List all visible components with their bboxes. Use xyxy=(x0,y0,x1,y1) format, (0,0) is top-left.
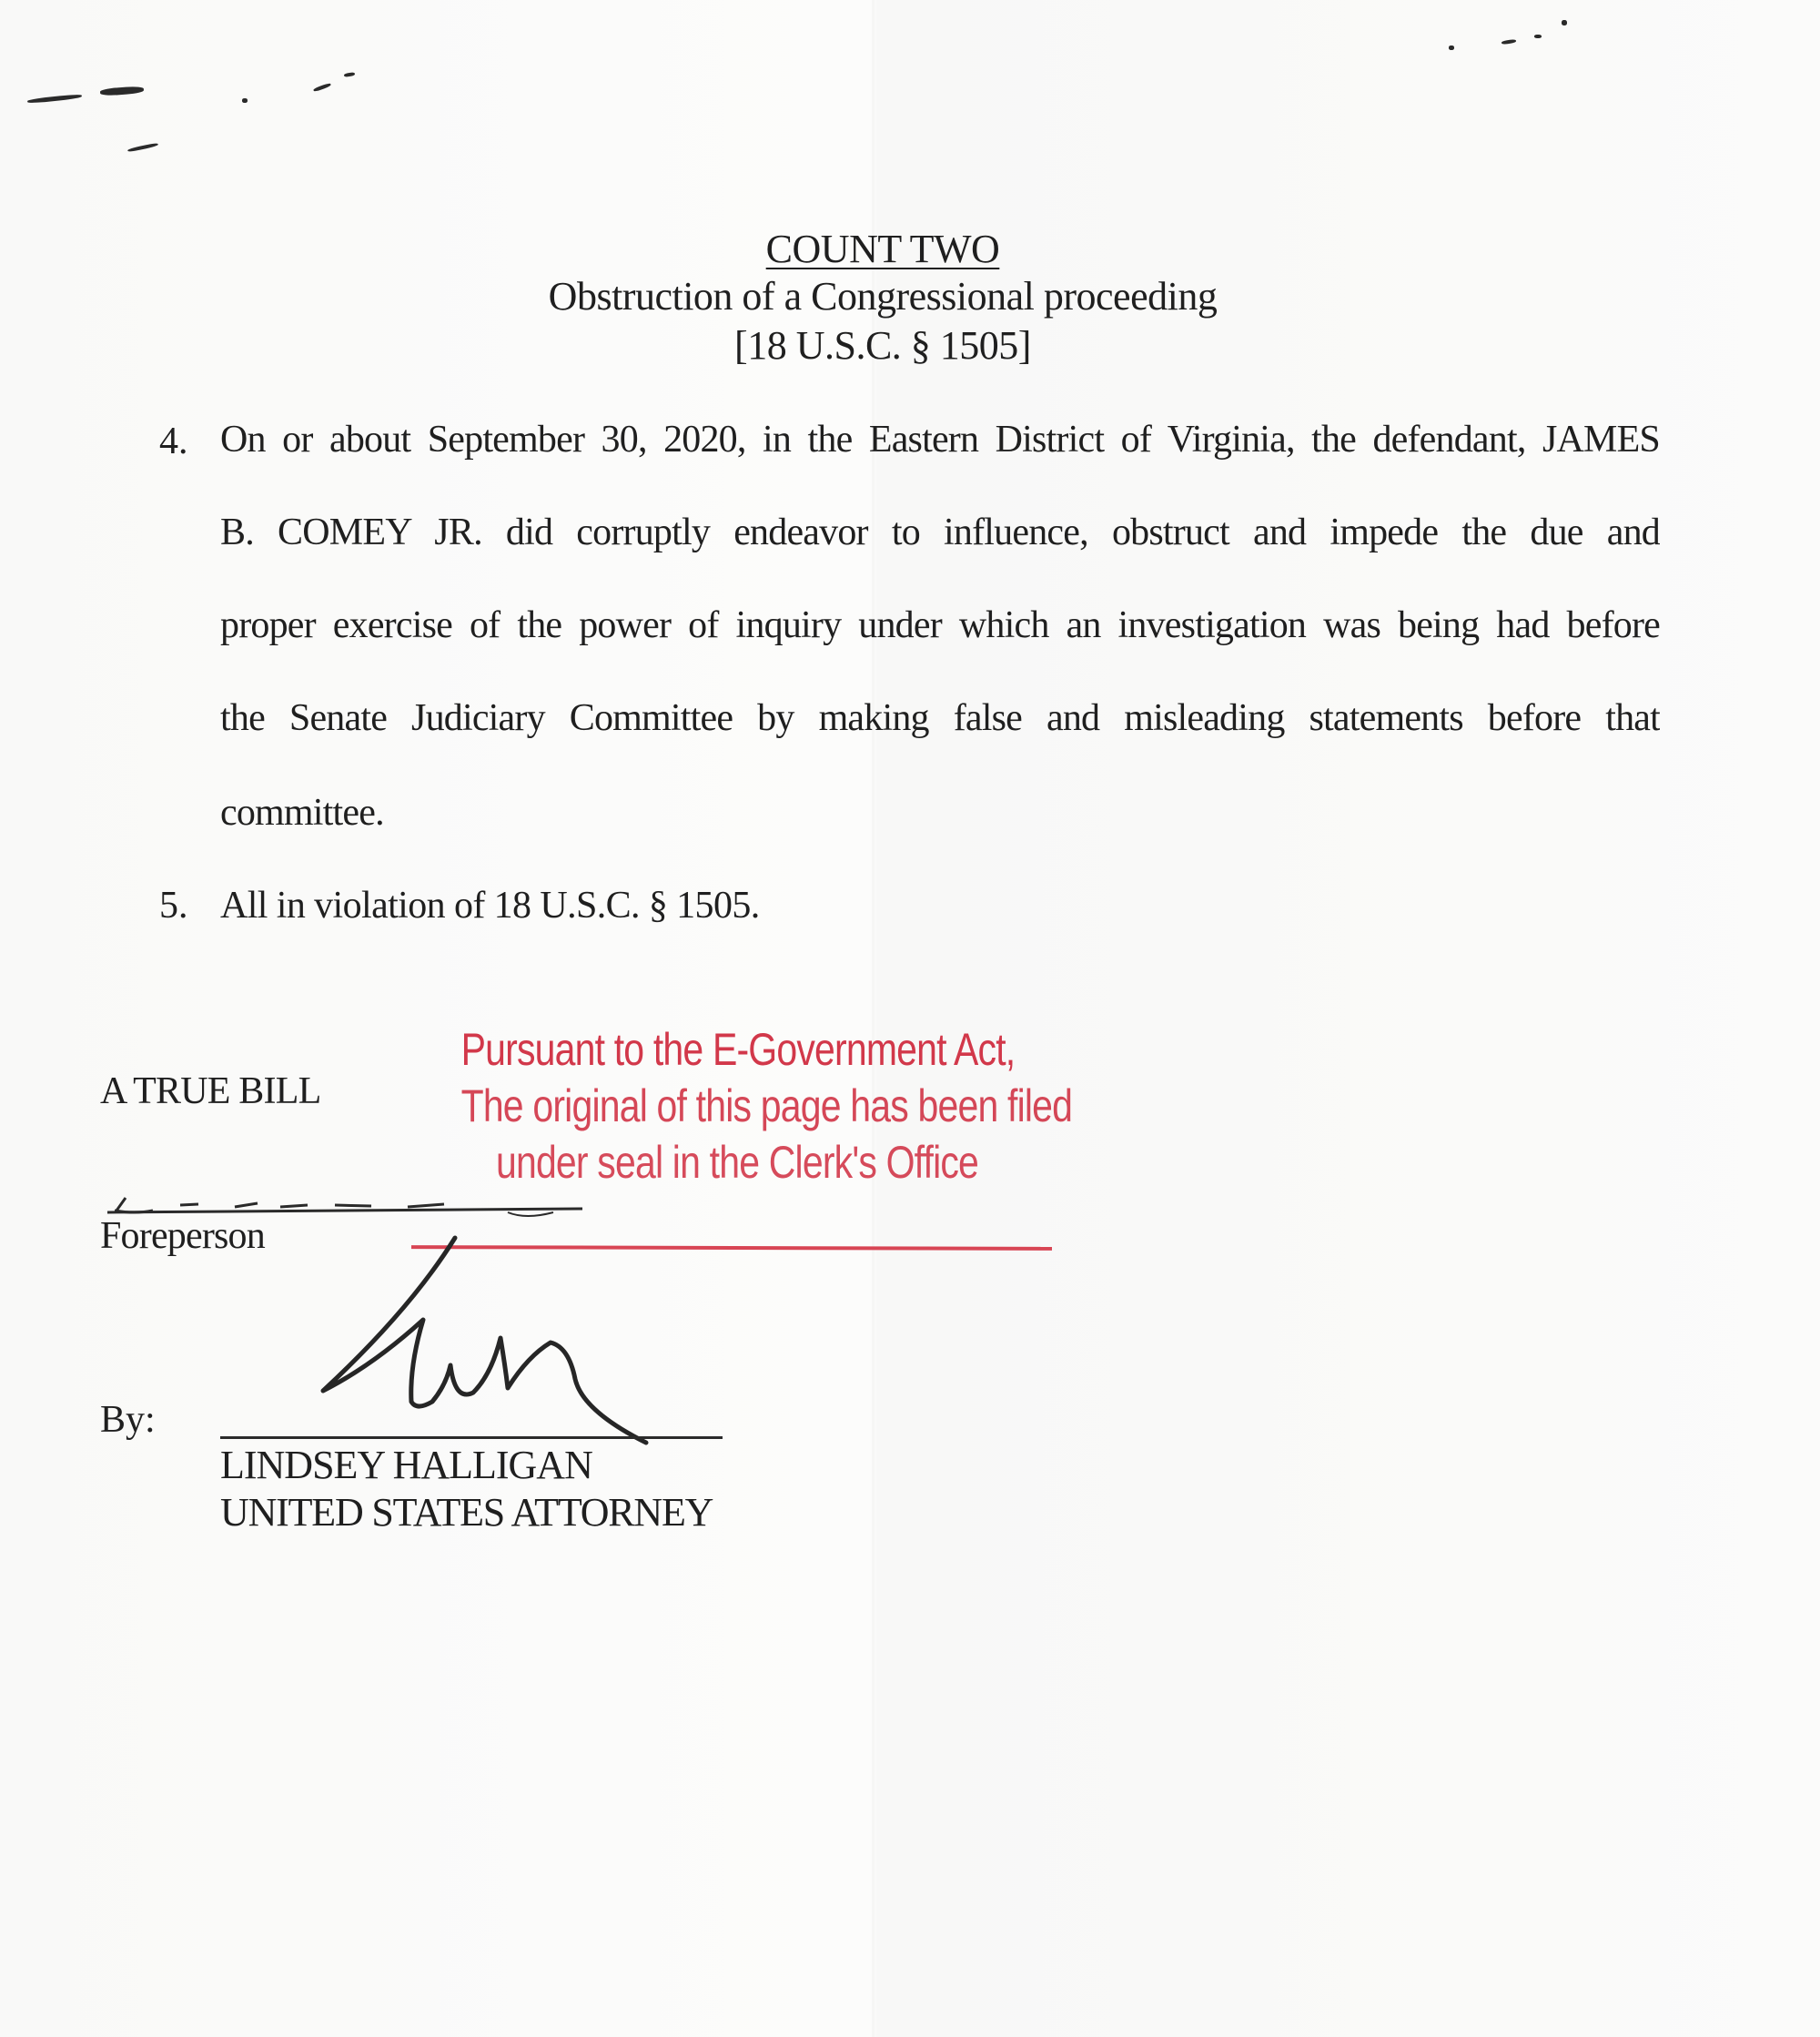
attorney-signature xyxy=(309,1229,673,1456)
attorney-title: UNITED STATES ATTORNEY xyxy=(220,1490,713,1535)
scan-speck xyxy=(313,83,331,93)
paragraph-text: All in violation of 18 U.S.C. § 1505. xyxy=(220,885,760,927)
paragraph-line: proper exercise of the power of inquiry under which an investigation was being had before xyxy=(220,604,1660,646)
sealed-stamp xyxy=(400,1021,1074,1191)
attorney-name: LINDSEY HALLIGAN xyxy=(220,1443,592,1487)
paragraph-number: 5. xyxy=(159,885,188,927)
signature-line xyxy=(220,1436,723,1439)
scan-speck xyxy=(127,143,158,153)
scan-speck xyxy=(1562,20,1567,25)
scan-speck xyxy=(1449,46,1454,50)
scan-speck xyxy=(100,86,144,96)
count-title: COUNT TWO xyxy=(765,227,1000,271)
scan-speck xyxy=(27,94,82,104)
by-label: By: xyxy=(100,1399,156,1441)
scan-speck xyxy=(242,98,248,103)
stamp-line: Pursuant to the E-Government Act, xyxy=(460,1024,1016,1075)
paragraph-number: 4. xyxy=(159,421,188,462)
paragraph-line: the Senate Judiciary Committee by making false and misleading statements before that xyxy=(220,697,1660,739)
scan-speck xyxy=(344,72,356,77)
count-subtitle: Obstruction of a Congressional proceeding xyxy=(548,274,1218,319)
stamp-line: under seal in the Clerk's Office xyxy=(495,1137,979,1188)
foreperson-label: Foreperson xyxy=(100,1215,265,1257)
stamp-line: The original of this page has been filed xyxy=(460,1080,1073,1131)
scan-speck xyxy=(1534,35,1542,38)
paragraph-line: committee. xyxy=(220,792,384,834)
count-statute: [18 U.S.C. § 1505] xyxy=(734,323,1031,368)
true-bill-label: A TRUE BILL xyxy=(100,1070,321,1112)
paragraph-line: B. COMEY JR. did corruptly endeavor to influence, obstruct and impede the due and xyxy=(220,512,1660,553)
paragraph-line: On or about September 30, 2020, in the Eastern District of Virginia, the defendant, JAMES xyxy=(220,419,1660,461)
scan-speck xyxy=(1502,39,1516,45)
